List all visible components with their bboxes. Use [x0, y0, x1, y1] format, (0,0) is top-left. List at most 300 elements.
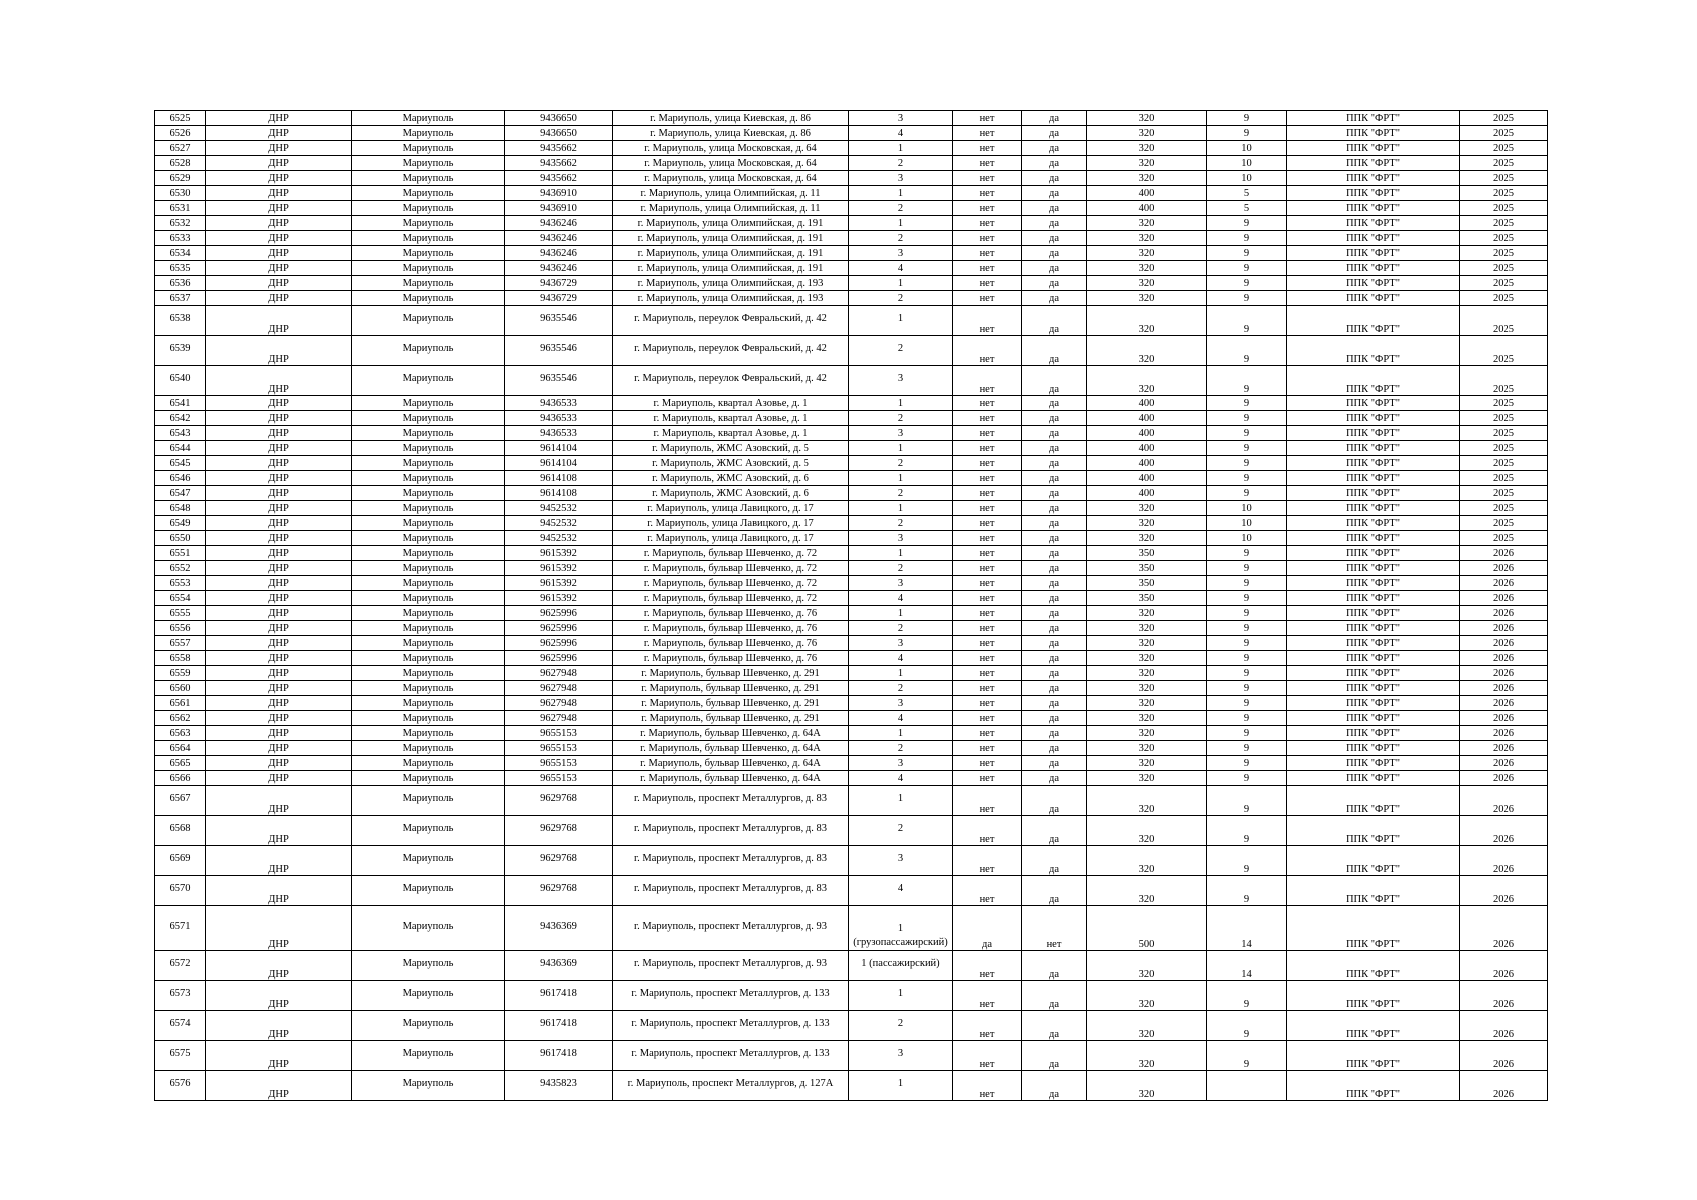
table-row — [155, 981, 1548, 1011]
table-cell-num: 6574 — [155, 1011, 206, 1041]
table-cell-num: 6544 — [155, 441, 206, 456]
table-row — [155, 696, 1548, 711]
table-cell-code: 9625996 — [505, 636, 613, 651]
table-cell-year: 2025 — [1460, 126, 1548, 141]
table-cell-load: 320 — [1087, 636, 1207, 651]
table-cell-pass: да — [1022, 1071, 1087, 1101]
table-cell-city: Мариуполь — [352, 666, 505, 681]
table-cell-org: ППК "ФРТ" — [1287, 456, 1460, 471]
table-cell-addr: г. Мариуполь, ЖМС Азовский, д. 5 — [613, 441, 849, 456]
table-row — [155, 1071, 1548, 1101]
table-cell-year: 2026 — [1460, 981, 1548, 1011]
table-cell-city: Мариуполь — [352, 201, 505, 216]
table-cell-addr: г. Мариуполь, улица Лавицкого, д. 17 — [613, 531, 849, 546]
table-cell-freight: нет — [953, 291, 1022, 306]
table-cell-region: ДНР — [206, 291, 352, 306]
table-cell-lift: 2 — [849, 456, 953, 471]
table-cell-floors: 9 — [1207, 1011, 1287, 1041]
table-cell-lift: 1 — [849, 666, 953, 681]
table-cell-floors: 9 — [1207, 786, 1287, 816]
table-cell-floors: 9 — [1207, 291, 1287, 306]
table-cell-year: 2025 — [1460, 411, 1548, 426]
table-cell-org: ППК "ФРТ" — [1287, 411, 1460, 426]
table-cell-addr: г. Мариуполь, проспект Металлургов, д. 83 — [613, 786, 849, 816]
table-cell-addr: г. Мариуполь, проспект Металлургов, д. 133 — [613, 1011, 849, 1041]
table-cell-load: 400 — [1087, 426, 1207, 441]
table-cell-freight: нет — [953, 876, 1022, 906]
table-cell-floors: 5 — [1207, 186, 1287, 201]
table-cell-load: 320 — [1087, 261, 1207, 276]
table-cell-num: 6534 — [155, 246, 206, 261]
table-cell-freight: нет — [953, 156, 1022, 171]
table-cell-year: 2025 — [1460, 216, 1548, 231]
table-cell-pass: да — [1022, 396, 1087, 411]
table-cell-year: 2025 — [1460, 291, 1548, 306]
table-cell-year: 2026 — [1460, 591, 1548, 606]
table-cell-floors: 9 — [1207, 396, 1287, 411]
table-row — [155, 141, 1548, 156]
table-cell-city: Мариуполь — [352, 111, 505, 126]
table-cell-city: Мариуполь — [352, 216, 505, 231]
table-cell-region: ДНР — [206, 696, 352, 711]
table-cell-freight: нет — [953, 201, 1022, 216]
table-cell-pass: да — [1022, 786, 1087, 816]
table-cell-lift: 2 — [849, 201, 953, 216]
table-cell-pass: да — [1022, 591, 1087, 606]
table-cell-region: ДНР — [206, 951, 352, 981]
table-cell-code: 9436246 — [505, 261, 613, 276]
table-cell-floors: 9 — [1207, 216, 1287, 231]
table-cell-city: Мариуполь — [352, 876, 505, 906]
table-cell-code: 9617418 — [505, 1041, 613, 1071]
table-cell-num: 6525 — [155, 111, 206, 126]
table-cell-city: Мариуполь — [352, 576, 505, 591]
table-cell-code: 9635546 — [505, 306, 613, 336]
table-cell-region: ДНР — [206, 216, 352, 231]
table-cell-num: 6542 — [155, 411, 206, 426]
table-cell-code: 9615392 — [505, 546, 613, 561]
table-cell-floors: 9 — [1207, 756, 1287, 771]
table-cell-load: 400 — [1087, 456, 1207, 471]
table-cell-floors: 9 — [1207, 681, 1287, 696]
table-cell-year: 2026 — [1460, 561, 1548, 576]
table-cell-city: Мариуполь — [352, 681, 505, 696]
table-cell-freight: нет — [953, 246, 1022, 261]
table-cell-freight: нет — [953, 1011, 1022, 1041]
table-cell-lift: 4 — [849, 876, 953, 906]
table-cell-org: ППК "ФРТ" — [1287, 246, 1460, 261]
table-cell-addr: г. Мариуполь, квартал Азовье, д. 1 — [613, 411, 849, 426]
table-cell-code: 9627948 — [505, 666, 613, 681]
table-cell-pass: нет — [1022, 906, 1087, 951]
table-cell-load: 320 — [1087, 681, 1207, 696]
table-cell-code: 9436533 — [505, 426, 613, 441]
table-cell-lift: 1 — [849, 786, 953, 816]
table-cell-org: ППК "ФРТ" — [1287, 636, 1460, 651]
table-cell-num: 6566 — [155, 771, 206, 786]
table-cell-lift: 1 — [849, 471, 953, 486]
table-cell-region: ДНР — [206, 756, 352, 771]
table-cell-num: 6530 — [155, 186, 206, 201]
table-cell-region: ДНР — [206, 276, 352, 291]
table-cell-region: ДНР — [206, 426, 352, 441]
table-cell-floors: 9 — [1207, 306, 1287, 336]
table-cell-org: ППК "ФРТ" — [1287, 471, 1460, 486]
table-cell-code: 9452532 — [505, 501, 613, 516]
table-cell-code: 9614104 — [505, 441, 613, 456]
table-cell-org: ППК "ФРТ" — [1287, 741, 1460, 756]
table-cell-floors: 10 — [1207, 531, 1287, 546]
table-cell-region: ДНР — [206, 186, 352, 201]
table-cell-org: ППК "ФРТ" — [1287, 681, 1460, 696]
table-row — [155, 621, 1548, 636]
table-cell-code: 9436910 — [505, 201, 613, 216]
table-cell-region: ДНР — [206, 1041, 352, 1071]
table-cell-addr: г. Мариуполь, переулок Февральский, д. 42 — [613, 336, 849, 366]
table-cell-lift: 1 — [849, 276, 953, 291]
table-row — [155, 651, 1548, 666]
table-cell-freight: нет — [953, 576, 1022, 591]
table-cell-region: ДНР — [206, 906, 352, 951]
table-cell-code: 9629768 — [505, 876, 613, 906]
table-cell-pass: да — [1022, 156, 1087, 171]
table-cell-year: 2025 — [1460, 471, 1548, 486]
table-row — [155, 426, 1548, 441]
table-cell-region: ДНР — [206, 546, 352, 561]
table-cell-year: 2025 — [1460, 486, 1548, 501]
table-cell-load: 320 — [1087, 711, 1207, 726]
table-cell-org: ППК "ФРТ" — [1287, 696, 1460, 711]
table-cell-year: 2026 — [1460, 951, 1548, 981]
table-cell-load: 400 — [1087, 201, 1207, 216]
table-cell-region: ДНР — [206, 741, 352, 756]
table-row — [155, 471, 1548, 486]
table-cell-pass: да — [1022, 216, 1087, 231]
table-cell-freight: нет — [953, 786, 1022, 816]
table-cell-num: 6553 — [155, 576, 206, 591]
table-cell-addr: г. Мариуполь, ЖМС Азовский, д. 5 — [613, 456, 849, 471]
table-cell-pass: да — [1022, 336, 1087, 366]
table-row — [155, 276, 1548, 291]
table-cell-year: 2026 — [1460, 741, 1548, 756]
table-cell-city: Мариуполь — [352, 816, 505, 846]
table-cell-floors: 9 — [1207, 411, 1287, 426]
table-cell-lift: 2 — [849, 1011, 953, 1041]
table-cell-lift: 3 — [849, 426, 953, 441]
table-cell-lift: 1 — [849, 186, 953, 201]
table-cell-num: 6559 — [155, 666, 206, 681]
table-cell-lift: 3 — [849, 696, 953, 711]
table-cell-org: ППК "ФРТ" — [1287, 951, 1460, 981]
table-cell-city: Мариуполь — [352, 261, 505, 276]
table-cell-year: 2025 — [1460, 156, 1548, 171]
table-cell-freight: нет — [953, 231, 1022, 246]
table-cell-addr: г. Мариуполь, улица Лавицкого, д. 17 — [613, 516, 849, 531]
table-cell-city: Мариуполь — [352, 726, 505, 741]
table-cell-freight: нет — [953, 846, 1022, 876]
table-cell-region: ДНР — [206, 981, 352, 1011]
table-cell-lift: 2 — [849, 156, 953, 171]
table-cell-pass: да — [1022, 441, 1087, 456]
table-cell-lift: 3 — [849, 1041, 953, 1071]
table-row — [155, 306, 1548, 336]
table-cell-floors — [1207, 1071, 1287, 1101]
table-cell-year: 2026 — [1460, 546, 1548, 561]
table-row — [155, 516, 1548, 531]
table-cell-code: 9452532 — [505, 531, 613, 546]
table-cell-lift: 2 — [849, 516, 953, 531]
table-cell-code: 9655153 — [505, 726, 613, 741]
table-cell-load: 350 — [1087, 576, 1207, 591]
table-cell-floors: 9 — [1207, 636, 1287, 651]
table-cell-addr: г. Мариуполь, бульвар Шевченко, д. 64А — [613, 726, 849, 741]
table-cell-year: 2026 — [1460, 786, 1548, 816]
table-cell-floors: 9 — [1207, 846, 1287, 876]
table-cell-code: 9655153 — [505, 741, 613, 756]
table-cell-region: ДНР — [206, 666, 352, 681]
table-cell-lift: 3 — [849, 171, 953, 186]
table-cell-lift: 2 — [849, 621, 953, 636]
table-cell-org: ППК "ФРТ" — [1287, 261, 1460, 276]
table-cell-floors: 9 — [1207, 336, 1287, 366]
table-cell-load: 320 — [1087, 771, 1207, 786]
table-cell-pass: да — [1022, 816, 1087, 846]
table-cell-org: ППК "ФРТ" — [1287, 231, 1460, 246]
table-cell-lift: 1 — [849, 1071, 953, 1101]
table-cell-lift: 2 — [849, 681, 953, 696]
table-cell-code: 9635546 — [505, 336, 613, 366]
table-cell-freight: нет — [953, 366, 1022, 396]
table-cell-pass: да — [1022, 606, 1087, 621]
table-cell-city: Мариуполь — [352, 396, 505, 411]
table-cell-pass: да — [1022, 171, 1087, 186]
table-cell-freight: да — [953, 906, 1022, 951]
table-row — [155, 231, 1548, 246]
table-cell-lift: 4 — [849, 651, 953, 666]
table-cell-year: 2025 — [1460, 261, 1548, 276]
table-cell-year: 2026 — [1460, 1011, 1548, 1041]
table-cell-region: ДНР — [206, 711, 352, 726]
table-cell-year: 2025 — [1460, 231, 1548, 246]
table-cell-pass: да — [1022, 1041, 1087, 1071]
table-cell-pass: да — [1022, 666, 1087, 681]
table-cell-code: 9614108 — [505, 471, 613, 486]
table-cell-year: 2025 — [1460, 336, 1548, 366]
table-cell-pass: да — [1022, 111, 1087, 126]
table-row — [155, 186, 1548, 201]
table-cell-code: 9436729 — [505, 291, 613, 306]
table-cell-org: ППК "ФРТ" — [1287, 666, 1460, 681]
table-row — [155, 291, 1548, 306]
table-cell-freight: нет — [953, 501, 1022, 516]
table-row — [155, 411, 1548, 426]
table-cell-addr: г. Мариуполь, улица Олимпийская, д. 191 — [613, 246, 849, 261]
table-cell-code: 9617418 — [505, 981, 613, 1011]
table-cell-region: ДНР — [206, 501, 352, 516]
table-cell-year: 2025 — [1460, 246, 1548, 261]
table-cell-num: 6548 — [155, 501, 206, 516]
table-cell-region: ДНР — [206, 411, 352, 426]
table-cell-addr: г. Мариуполь, бульвар Шевченко, д. 64А — [613, 756, 849, 771]
table-cell-year: 2026 — [1460, 756, 1548, 771]
table-cell-floors: 9 — [1207, 591, 1287, 606]
table-cell-code: 9655153 — [505, 756, 613, 771]
table-cell-num: 6564 — [155, 741, 206, 756]
table-cell-year: 2025 — [1460, 456, 1548, 471]
table-cell-freight: нет — [953, 276, 1022, 291]
table-row — [155, 756, 1548, 771]
table-cell-region: ДНР — [206, 591, 352, 606]
table-cell-addr: г. Мариуполь, переулок Февральский, д. 42 — [613, 366, 849, 396]
table-cell-addr: г. Мариуполь, ЖМС Азовский, д. 6 — [613, 471, 849, 486]
table-cell-city: Мариуполь — [352, 591, 505, 606]
table-cell-num: 6550 — [155, 531, 206, 546]
table-cell-region: ДНР — [206, 171, 352, 186]
table-cell-city: Мариуполь — [352, 531, 505, 546]
table-cell-code: 9625996 — [505, 651, 613, 666]
table-cell-org: ППК "ФРТ" — [1287, 186, 1460, 201]
table-cell-pass: да — [1022, 621, 1087, 636]
table-cell-freight: нет — [953, 456, 1022, 471]
table-cell-load: 320 — [1087, 696, 1207, 711]
table-cell-addr: г. Мариуполь, проспект Металлургов, д. 133 — [613, 1041, 849, 1071]
table-cell-floors: 9 — [1207, 666, 1287, 681]
table-cell-org: ППК "ФРТ" — [1287, 981, 1460, 1011]
table-cell-city: Мариуполь — [352, 606, 505, 621]
table-cell-org: ППК "ФРТ" — [1287, 876, 1460, 906]
table-cell-num: 6536 — [155, 276, 206, 291]
table-cell-freight: нет — [953, 261, 1022, 276]
table-cell-year: 2025 — [1460, 201, 1548, 216]
table-cell-year: 2025 — [1460, 366, 1548, 396]
table-cell-pass: да — [1022, 456, 1087, 471]
table-cell-code: 9627948 — [505, 696, 613, 711]
table-cell-floors: 9 — [1207, 486, 1287, 501]
table-cell-org: ППК "ФРТ" — [1287, 561, 1460, 576]
table-cell-freight: нет — [953, 1071, 1022, 1101]
table-cell-load: 320 — [1087, 816, 1207, 846]
table-cell-floors: 9 — [1207, 246, 1287, 261]
table-cell-code: 9615392 — [505, 576, 613, 591]
table-row — [155, 636, 1548, 651]
table-cell-lift: 1 — [849, 501, 953, 516]
table-cell-num: 6543 — [155, 426, 206, 441]
table-cell-addr: г. Мариуполь, проспект Металлургов, д. 93 — [613, 951, 849, 981]
table-cell-region: ДНР — [206, 231, 352, 246]
table-cell-lift: 3 — [849, 846, 953, 876]
table-cell-pass: да — [1022, 756, 1087, 771]
table-row — [155, 246, 1548, 261]
table-cell-pass: да — [1022, 201, 1087, 216]
table-cell-org: ППК "ФРТ" — [1287, 576, 1460, 591]
table-cell-city: Мариуполь — [352, 756, 505, 771]
table-cell-addr: г. Мариуполь, улица Московская, д. 64 — [613, 156, 849, 171]
table-cell-load: 320 — [1087, 501, 1207, 516]
table-cell-code: 9436246 — [505, 216, 613, 231]
table-cell-region: ДНР — [206, 126, 352, 141]
table-cell-lift: 1 — [849, 726, 953, 741]
table-cell-pass: да — [1022, 141, 1087, 156]
table-cell-pass: да — [1022, 681, 1087, 696]
table-cell-pass: да — [1022, 561, 1087, 576]
table-cell-freight: нет — [953, 711, 1022, 726]
table-cell-addr: г. Мариуполь, бульвар Шевченко, д. 72 — [613, 546, 849, 561]
table-body — [155, 111, 1548, 1101]
table-cell-addr: г. Мариуполь, бульвар Шевченко, д. 76 — [613, 636, 849, 651]
table-cell-load: 320 — [1087, 216, 1207, 231]
table-cell-floors: 9 — [1207, 111, 1287, 126]
table-cell-org: ППК "ФРТ" — [1287, 336, 1460, 366]
table-cell-num: 6528 — [155, 156, 206, 171]
table-cell-floors: 9 — [1207, 231, 1287, 246]
table-cell-freight: нет — [953, 336, 1022, 366]
table-cell-load: 350 — [1087, 591, 1207, 606]
table-row — [155, 846, 1548, 876]
table-cell-org: ППК "ФРТ" — [1287, 1041, 1460, 1071]
table-cell-load: 320 — [1087, 846, 1207, 876]
table-cell-region: ДНР — [206, 1011, 352, 1041]
table-cell-code: 9627948 — [505, 711, 613, 726]
table-cell-region: ДНР — [206, 111, 352, 126]
table-cell-freight: нет — [953, 951, 1022, 981]
table-cell-floors: 5 — [1207, 201, 1287, 216]
table-cell-region: ДНР — [206, 726, 352, 741]
table-cell-pass: да — [1022, 246, 1087, 261]
table-cell-region: ДНР — [206, 606, 352, 621]
table-cell-city: Мариуполь — [352, 786, 505, 816]
table-cell-freight: нет — [953, 306, 1022, 336]
table-cell-floors: 9 — [1207, 981, 1287, 1011]
table-cell-code: 9629768 — [505, 816, 613, 846]
table-cell-addr: г. Мариуполь, проспект Металлургов, д. 83 — [613, 846, 849, 876]
table-cell-lift: 3 — [849, 756, 953, 771]
table-cell-year: 2026 — [1460, 576, 1548, 591]
table-cell-floors: 9 — [1207, 1041, 1287, 1071]
table-cell-year: 2026 — [1460, 846, 1548, 876]
table-cell-pass: да — [1022, 186, 1087, 201]
table-cell-freight: нет — [953, 426, 1022, 441]
table-cell-num: 6557 — [155, 636, 206, 651]
table-cell-year: 2026 — [1460, 651, 1548, 666]
table-cell-pass: да — [1022, 516, 1087, 531]
table-cell-floors: 9 — [1207, 546, 1287, 561]
table-cell-org: ППК "ФРТ" — [1287, 111, 1460, 126]
table-cell-pass: да — [1022, 1011, 1087, 1041]
table-cell-year: 2026 — [1460, 711, 1548, 726]
table-cell-addr: г. Мариуполь, бульвар Шевченко, д. 76 — [613, 621, 849, 636]
table-cell-addr: г. Мариуполь, улица Московская, д. 64 — [613, 171, 849, 186]
table-cell-org: ППК "ФРТ" — [1287, 711, 1460, 726]
table-cell-freight: нет — [953, 516, 1022, 531]
table-cell-num: 6572 — [155, 951, 206, 981]
table-cell-load: 320 — [1087, 126, 1207, 141]
table-cell-addr: г. Мариуполь, ЖМС Азовский, д. 6 — [613, 486, 849, 501]
table-cell-year: 2026 — [1460, 726, 1548, 741]
table-cell-floors: 9 — [1207, 276, 1287, 291]
table-cell-load: 320 — [1087, 951, 1207, 981]
table-cell-freight: нет — [953, 531, 1022, 546]
table-cell-load: 400 — [1087, 486, 1207, 501]
table-cell-freight: нет — [953, 726, 1022, 741]
table-cell-year: 2026 — [1460, 696, 1548, 711]
table-cell-floors: 9 — [1207, 441, 1287, 456]
table-cell-org: ППК "ФРТ" — [1287, 216, 1460, 231]
table-cell-pass: да — [1022, 846, 1087, 876]
table-cell-num: 6565 — [155, 756, 206, 771]
table-cell-lift: 2 — [849, 741, 953, 756]
table-cell-city: Мариуполь — [352, 126, 505, 141]
table-cell-num: 6547 — [155, 486, 206, 501]
